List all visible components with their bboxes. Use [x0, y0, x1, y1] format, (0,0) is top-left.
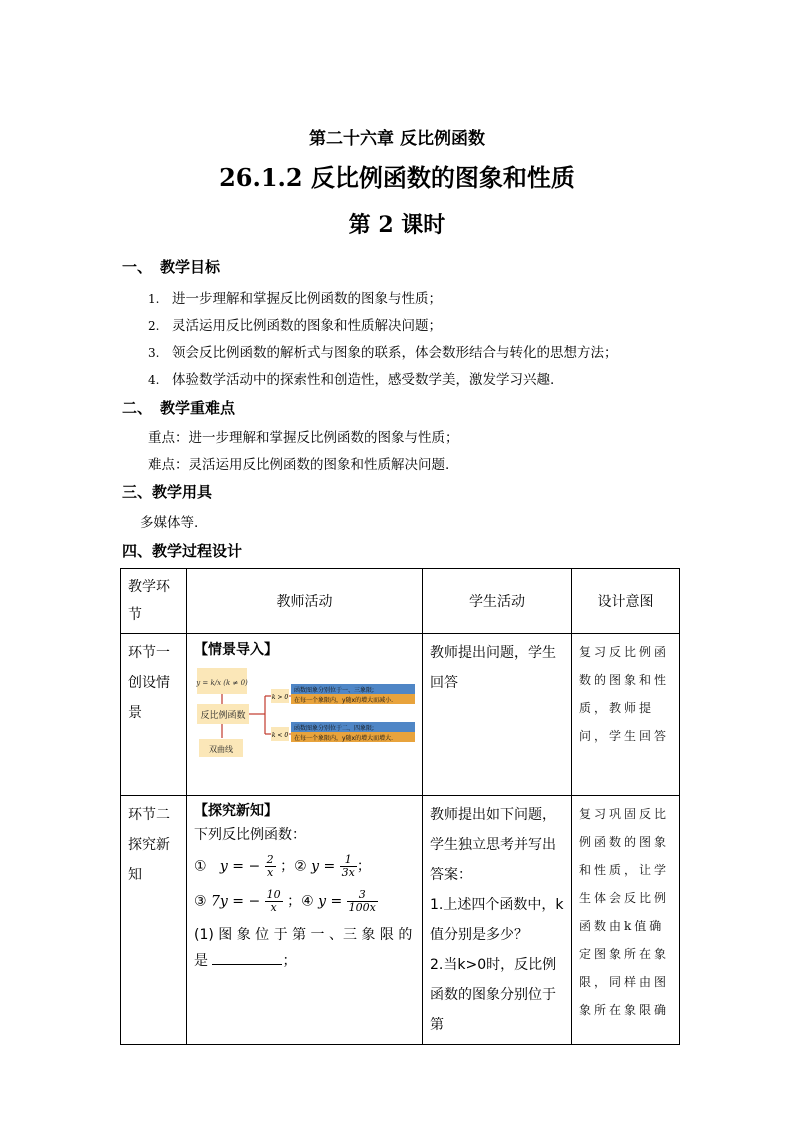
header-cell-intent [572, 569, 680, 634]
key-point: 重点：进一步理解和掌握反比例函数的图象与性质； [148, 430, 459, 446]
student-question: 2.当k>0时，反比例函数的图象分别位于第 [430, 957, 557, 1033]
section-label: 教学目标 [160, 258, 221, 276]
denominator: x [267, 866, 274, 879]
objective-number: 2. [148, 319, 160, 333]
question-text: (1) 图 象 位 于 第 一 、三 象 限 的 是 [194, 927, 413, 969]
student-activity: 教师提出如下问题，学生独立思考并写出答案： [430, 807, 556, 883]
objective-text: 体验数学活动中的探索性和创造性，感受数学美，激发学习兴趣. [172, 372, 555, 388]
formula-lhs: 7y = − [211, 893, 261, 910]
objective-item [148, 314, 442, 334]
section-number: 二、 [122, 399, 153, 417]
bottom-text: 双曲线 [209, 745, 233, 754]
objective-item [148, 341, 618, 361]
tools-text: 多媒体等. [140, 515, 199, 531]
design-intent: 复习反比例函数的图象和性质，教师提问，学生回答 [579, 645, 670, 743]
denominator: 100x [348, 901, 376, 914]
teacher-section-title: 【探究新知】 [194, 803, 278, 819]
intent-cell [572, 796, 680, 1045]
function-summary-diagram [193, 666, 418, 766]
student-cell [423, 796, 572, 1045]
neg-line1-text: 函数图象分别位于二、四象限; [294, 725, 375, 732]
fraction [347, 889, 378, 914]
intent-cell [572, 634, 680, 796]
design-intent: 复习巩固反比例函数的图象和性质，让学生体会反比例函数由k值确定图象所在象限，同样由图象所在象限确 [579, 807, 670, 1017]
section-objectives-heading [122, 256, 220, 277]
numerator: 3 [347, 889, 378, 902]
center-text: 反比例函数 [200, 711, 246, 721]
fraction [265, 854, 276, 879]
header-label: 教师活动 [276, 594, 333, 610]
pos-line2-text: 在每一个象限内，y随x的增大而减小. [294, 697, 394, 704]
stage-label: 环节二探究新知 [128, 807, 170, 883]
objective-number: 3. [148, 346, 160, 360]
header-label: 设计意图 [597, 594, 654, 610]
formula-index: ① [194, 858, 207, 875]
student-activity: 教师提出问题，学生回答 [430, 645, 556, 691]
fraction [265, 889, 283, 914]
student-question: 1.上述四个函数中，k值分别是多少？ [430, 897, 564, 943]
numerator: 2 [266, 853, 274, 866]
section-process-heading: 四、教学过程设计 [122, 542, 243, 560]
kpos-text: k > 0 [271, 694, 289, 701]
lesson-title: 26.1.2 反比例函数的图象和性质 [219, 163, 575, 192]
stage-label: 环节一创设情景 [128, 645, 170, 721]
objective-text: 灵活运用反比例函数的图象和性质解决问题； [172, 318, 442, 334]
teacher-cell [187, 796, 423, 1045]
section-number: 一、 [122, 258, 153, 276]
teacher-cell [187, 634, 423, 796]
objective-item [148, 368, 554, 388]
stage-cell [121, 796, 187, 1045]
numerator: 10 [266, 888, 281, 901]
table-row [121, 796, 680, 1045]
process-table [120, 568, 680, 1045]
header-cell-stage [121, 569, 187, 634]
objective-number: 4. [148, 373, 160, 387]
chapter-heading: 第二十六章 反比例函数 [309, 129, 485, 149]
formula-index: ；④ [287, 893, 314, 910]
intro-text: 下列反比例函数： [194, 827, 306, 843]
formula-index: ；② [280, 858, 307, 875]
lesson-period: 第 2 课时 [348, 212, 446, 238]
kneg-text: k < 0 [271, 732, 289, 739]
teacher-section-title: 【情景导入】 [194, 642, 278, 658]
neg-line2-text: 在每一个象限内，y随x的增大而增大. [294, 735, 394, 742]
formula-index: ③ [194, 893, 207, 910]
objective-item [148, 287, 442, 307]
formula-line-2 [187, 879, 422, 914]
numerator: 1 [340, 854, 357, 867]
formula-lhs: y = [311, 858, 336, 875]
fraction [340, 854, 357, 879]
section-keypoints-heading [122, 397, 235, 418]
table-row [121, 634, 680, 796]
header-label: 教学环节 [128, 579, 170, 623]
objective-text: 进一步理解和掌握反比例函数的图象与性质； [172, 291, 442, 307]
header-label: 学生活动 [469, 594, 525, 610]
question-1: (1) 图 象 位 于 第 一 、三 象 限 的 是 ； [194, 927, 413, 969]
formula-line-1: ① y = − $\frac{2}{x}$ ；② y = $\frac{1}{3x}$ ； [194, 853, 371, 879]
header-cell-teacher [187, 569, 423, 634]
section-tools-heading: 三、教学用具 [122, 483, 213, 501]
denominator: x [270, 901, 277, 914]
denominator: 3x [341, 866, 355, 879]
objective-number: 1. [148, 292, 160, 306]
pos-line1-text: 函数图象分别位于一、三象限; [294, 687, 375, 694]
stage-cell [121, 634, 187, 796]
answer-blank[interactable] [212, 950, 282, 965]
section-label: 教学重难点 [160, 399, 236, 417]
objective-text: 领会反比例函数的解析式与图象的联系，体会数形结合与转化的思想方法； [172, 345, 618, 361]
formula-lhs: y = − [219, 858, 261, 875]
formula-lhs: y = [318, 893, 343, 910]
student-cell [423, 634, 572, 796]
difficult-point: 难点：灵活运用反比例函数的图象和性质解决问题. [148, 457, 450, 473]
header-cell-student [423, 569, 572, 634]
formula-text: y = k/x (k ≠ 0) [196, 679, 248, 687]
